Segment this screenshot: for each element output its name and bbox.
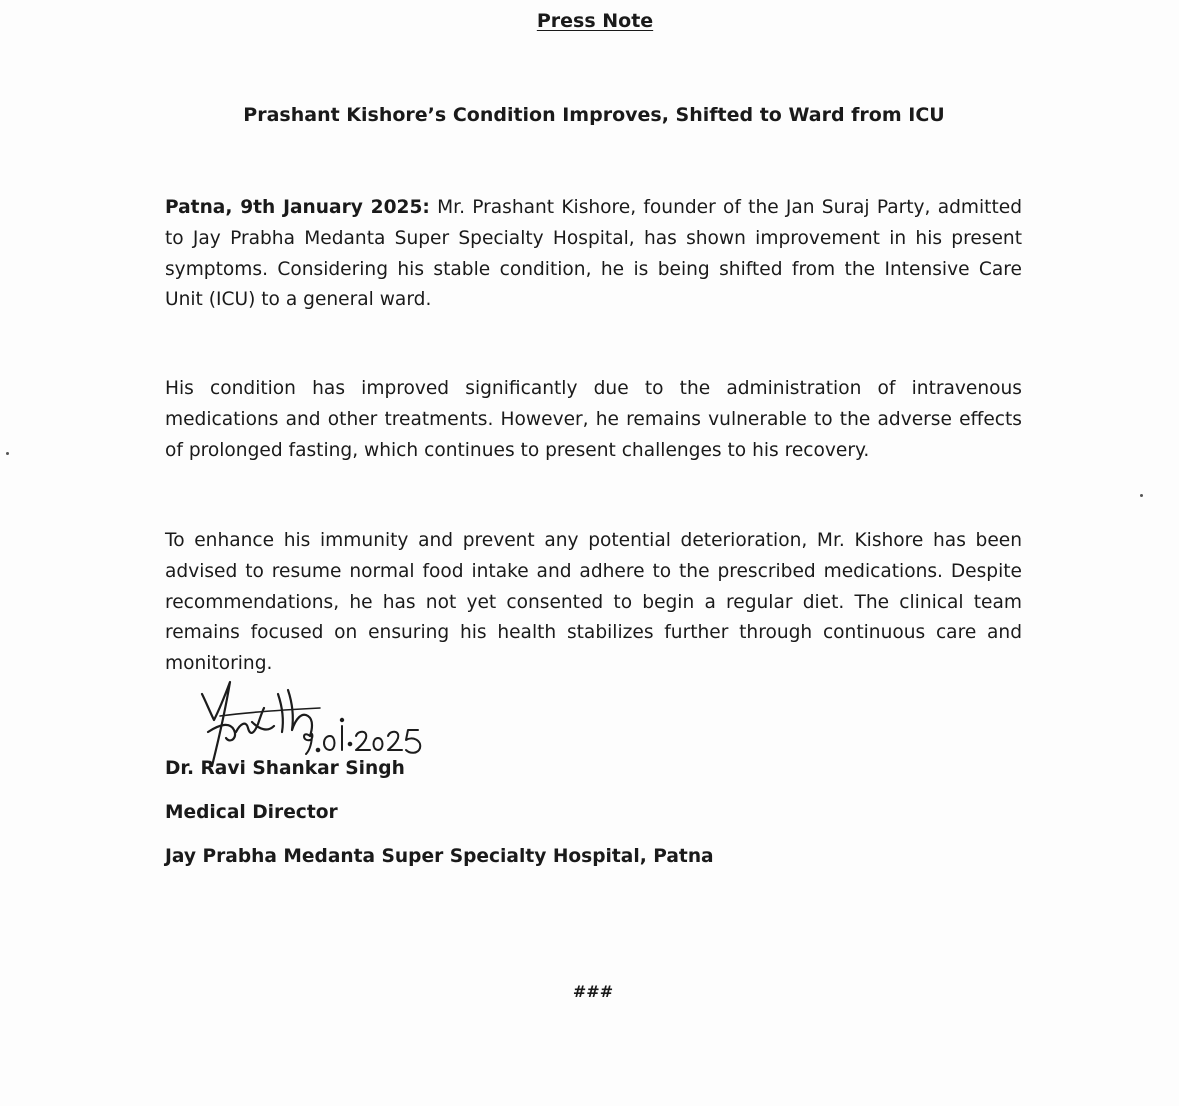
- scan-speck: [6, 452, 9, 455]
- handwritten-signature: [190, 672, 450, 772]
- signatory-name: Dr. Ravi Shankar Singh: [165, 758, 405, 779]
- signatory-organization: Jay Prabha Medanta Super Specialty Hospital, Patna: [165, 846, 714, 867]
- paragraph-1-body: Mr. Prashant Kishore, founder of the Jan Suraj Party, admitted to Jay Prabha Medanta Super Specialty Hospital, has shown improvement in his present symptoms. Considering his stable condition, he is being shifted from the Intensive Care Unit (ICU) to a general ward.: [165, 197, 1023, 311]
- scan-speck: [1140, 494, 1143, 497]
- document-heading: Press Note: [536, 10, 654, 32]
- signatory-role: Medical Director: [165, 802, 338, 823]
- paragraph-1-lead: Patna, 9th January 2025:: [165, 197, 430, 218]
- paragraph-3: To enhance his immunity and prevent any potential deterioration, Mr. Kishore has been advised to resume normal food intake and adhere to the prescribed medications. Despite recommendations, he has not yet consented to begin a regular diet. The clinical team remains focused on ensuring his health stabilizes further through continuous care and monitoring.: [165, 530, 1022, 675]
- paragraph-1: [165, 193, 1022, 316]
- paragraph-2: His condition has improved significantly due to the administration of intravenous medications and other treatments. However, he remains vulnerable to the adverse effects of prolonged fasting, which continues to present challenges to his recovery.: [165, 378, 1022, 461]
- end-mark: ###: [572, 982, 614, 1001]
- press-note-title: Prashant Kishore’s Condition Improves, Shifted to Ward from ICU: [243, 104, 945, 126]
